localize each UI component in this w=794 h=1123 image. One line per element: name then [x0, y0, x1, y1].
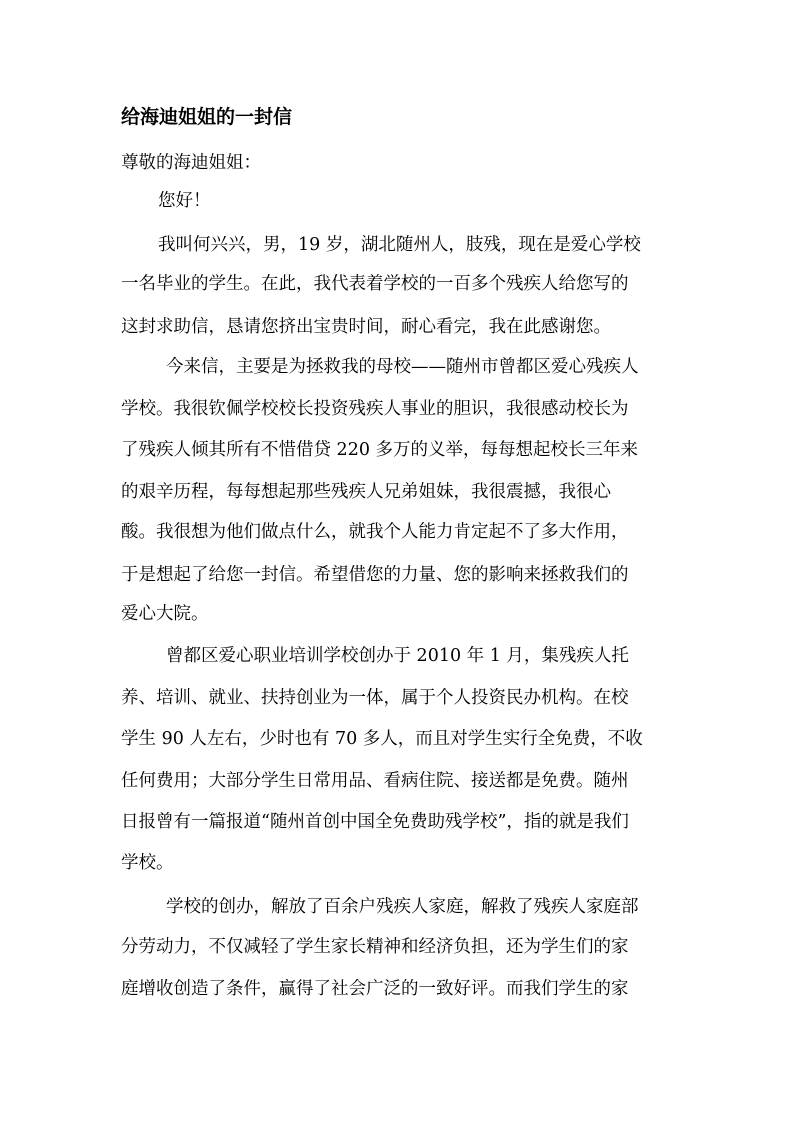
- greeting: 您好！: [158, 191, 211, 211]
- paragraph-line: 爱心大院。: [121, 604, 209, 624]
- paragraph-line: 我叫何兴兴，男，19 岁，湖北随州人，肢残，现在是爱心学校: [158, 235, 641, 255]
- paragraph-line: 酸。我很想为他们做点什么，就我个人能力肯定起不了多大作用，: [121, 522, 629, 542]
- paragraph-line: 学校。我很钦佩学校校长投资残疾人事业的胆识，我很感动校长为: [121, 399, 629, 419]
- paragraph-line: 日报曾有一篇报道“随州首创中国全免费助残学校”，指的就是我们: [121, 812, 629, 832]
- paragraph-line: 学生 90 人左右，少时也有 70 多人，而且对学生实行全免费，不收: [121, 729, 643, 749]
- salutation: 尊敬的海迪姐姐：: [121, 153, 261, 173]
- paragraph-line: 任何费用；大部分学生日常用品、看病住院、接送都是免费。随州: [121, 771, 629, 791]
- paragraph-line: 一名毕业的学生。在此，我代表着学校的一百多个残疾人给您写的: [121, 274, 629, 294]
- paragraph-line: 养、培训、就业、扶持创业为一体，属于个人投资民办机构。在校: [121, 688, 629, 708]
- paragraph-line: 的艰辛历程，每每想起那些残疾人兄弟姐妹，我很震撼，我很心: [121, 482, 611, 502]
- paragraph-line: 学校的创办，解放了百余户残疾人家庭，解救了残疾人家庭部: [166, 897, 639, 917]
- paragraph-line: 庭增收创造了条件，赢得了社会广泛的一致好评。而我们学生的家: [121, 979, 629, 999]
- paragraph-line: 分劳动力，不仅减轻了学生家长精神和经济负担，还为学生们的家: [121, 937, 629, 957]
- paragraph-line: 这封求助信，恳请您挤出宝贵时间，耐心看完，我在此感谢您。: [121, 317, 611, 337]
- paragraph-line: 于是想起了给您一封信。希望借您的力量、您的影响来拯救我们的: [121, 565, 629, 585]
- paragraph-line: 学校。: [121, 853, 174, 873]
- paragraph-line: 今来信，主要是为拯救我的母校——随州市曾都区爱心残疾人: [166, 357, 639, 377]
- paragraph-line: 了残疾人倾其所有不惜借贷 220 多万的义举，每每想起校长三年来: [121, 440, 639, 460]
- letter-title: 给海迪姐姐的一封信: [121, 106, 293, 128]
- paragraph-line: 曾都区爱心职业培训学校创办于 2010 年 1 月，集残疾人托: [166, 646, 629, 666]
